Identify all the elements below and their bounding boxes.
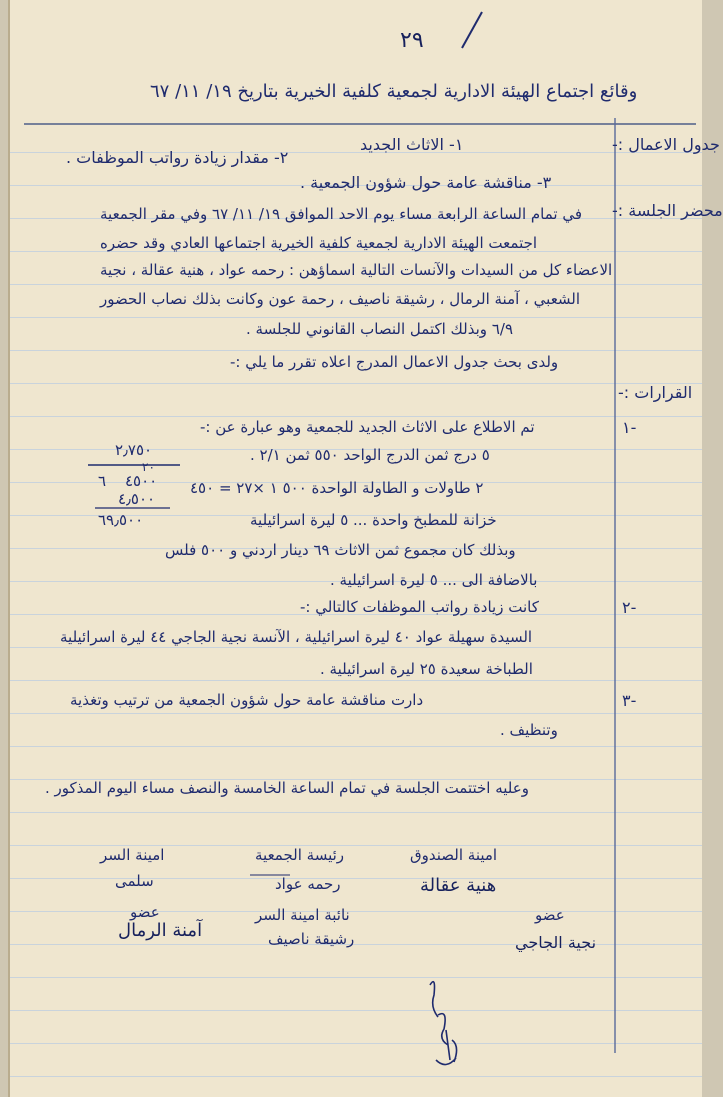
resolution-2-heading: كانت زيادة رواتب الموظفات كالتالي :-	[300, 598, 539, 616]
calc-2: ٢٠	[142, 460, 155, 474]
minutes-line-5: ٦/٩ وبذلك اكتمل النصاب القانوني للجلسة .	[246, 320, 513, 338]
resolution-1-line-5: بالاضافة الى ... ٥ ليرة اسرائيلية .	[330, 571, 538, 589]
closing-line: وعليه اختتمت الجلسة في تمام الساعة الخامسة والنصف مساء اليوم المذكور .	[45, 779, 529, 797]
resolution-1-line-1: ٥ درج ثمن الدرج الواحد ٥٥٠ ثمن ٢/١ .	[250, 446, 490, 464]
resolution-1-line-3: خزانة للمطبخ واحدة ... ٥ ليرة اسرائيلية	[250, 511, 497, 529]
resolutions-label: القرارات :-	[618, 383, 693, 402]
signature-deputy-secretary: رشيقة ناصيف	[268, 930, 355, 948]
minutes-line-2: اجتمعت الهيئة الادارية لجمعية كلفية الخيرية اجتماعها العادي وقد حضره	[100, 234, 538, 252]
agenda-item-1: ١- الاثاث الجديد	[360, 135, 464, 154]
resolution-1-line-4: وبذلك كان مجموع ثمن الاثاث ٦٩ دينار اردني و ٥٠٠ فلس	[165, 541, 516, 559]
minutes-line-6: ولدى بحث جدول الاعمال المدرج اعلاه تقرر ما يلي :-	[230, 353, 559, 371]
agenda-item-3: ٣- مناقشة عامة حول شؤون الجمعية .	[300, 173, 552, 192]
signature-member-1: نجية الجاجي	[515, 933, 597, 952]
resolution-2-line-1: السيدة سهيلة عواد ٤٠ ليرة اسرائيلية ، الآنسة نجية الجاجي ٤٤ ليرة اسرائيلية	[60, 628, 533, 646]
calc-6: ٦٩٫٥٠٠	[98, 511, 144, 529]
agenda-label: جدول الاعمال :-	[612, 135, 720, 154]
signature-title-treasurer: امينة الصندوق	[410, 846, 498, 864]
calc-1: ٢٫٧٥٠	[115, 441, 153, 459]
signature-treasurer: هنية عقالة	[420, 875, 497, 896]
signature-title-president: رئيسة الجمعية	[255, 846, 345, 864]
minutes-title: وقائع اجتماع الهيئة الادارية لجمعية كلفية الخيرية بتاريخ ١٩/ ١١/ ٦٧	[150, 81, 638, 102]
resolution-1-number: -١	[622, 418, 637, 437]
resolution-3-line-1: دارت مناقشة عامة حول شؤون الجمعية من ترتيب وتغذية	[70, 691, 424, 709]
resolution-1-line-2: ٢ طاولات و الطاولة الواحدة ٥٠٠ ١ ×٢٧ = ٤٥٠	[190, 479, 484, 497]
signature-title-deputy-secretary: نائبة امينة السر	[255, 906, 350, 924]
resolution-3-number: -٣	[622, 691, 637, 710]
signature-title-member-1: عضو	[535, 906, 565, 924]
resolution-3-line-2: وتنظيف .	[500, 721, 558, 739]
calc-5: ٤٫٥٠٠	[118, 490, 156, 508]
signature-member-2: آمنة الرمال	[118, 920, 203, 941]
resolution-2-line-2: الطباخة سعيدة ٢٥ ليرة اسرائيلية .	[320, 660, 533, 678]
resolution-1-heading: تم الاطلاع على الاثاث الجديد للجمعية وهو عبارة عن :-	[200, 418, 535, 436]
calc-4: ٤٥٠٠	[125, 472, 158, 490]
calc-3: ٦	[98, 472, 107, 490]
minutes-label: محضر الجلسة :-	[612, 201, 723, 220]
minutes-line-4: الشعبي ، آمنة الرمال ، رشيقة ناصيف ، رحمة عون وكانت بذلك نصاب الحضور	[100, 290, 581, 308]
minutes-line-3: الاعضاء كل من السيدات والآنسات التالية اسماؤهن : رحمه عواد ، هنية عقالة ، نجية	[100, 261, 613, 279]
signature-title-member-2: عضو	[130, 903, 160, 921]
resolution-2-number: -٢	[622, 598, 637, 617]
agenda-item-2: ٢- مقدار زيادة رواتب الموظفات .	[66, 148, 289, 167]
signature-president: رحمه عواد	[275, 875, 341, 893]
signature-title-secretary: امينة السر	[100, 846, 165, 864]
minutes-line-1: في تمام الساعة الرابعة مساء يوم الاحد الموافق ١٩/ ١١/ ٦٧ وفي مقر الجمعية	[100, 205, 583, 223]
page-number: ٢٩	[400, 28, 424, 53]
signature-secretary: سلمى	[115, 872, 154, 890]
